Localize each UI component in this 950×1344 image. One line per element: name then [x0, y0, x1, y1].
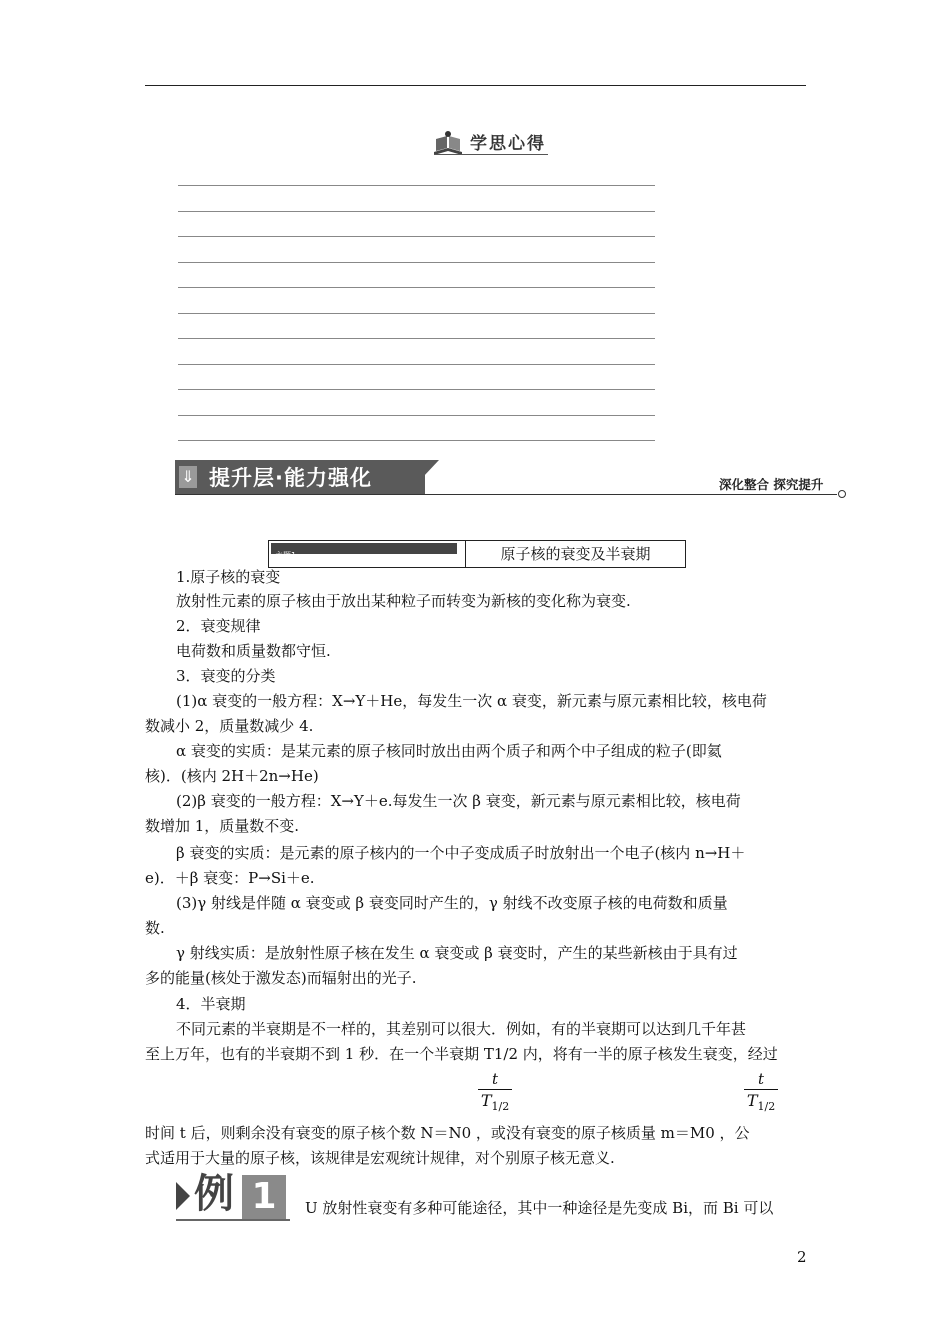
topic-title: 原子核的衰变及半衰期 [500, 545, 651, 563]
paragraph: β 衰变的实质：是元素的原子核内的一个中子变成质子时放射出一个电子(核内 n→H＋ [176, 844, 746, 862]
paragraph: 放射性元素的原子核由于放出某种粒子而转变为新核的变化称为衰变. [176, 592, 631, 610]
note-line[interactable] [178, 389, 655, 390]
paragraph: 至上万年，也有的半衰期不到 1 秒．在一个半衰期 T1/2 内，将有一半的原子核发生衰变，经过 [145, 1045, 778, 1063]
book-person-icon [432, 130, 464, 156]
note-line[interactable] [178, 185, 655, 186]
fraction-denominator: $T_{1/2}$ [480, 1091, 510, 1114]
example-word: 例 [194, 1171, 234, 1217]
fraction-numerator: t [491, 1070, 499, 1088]
paragraph: 电荷数和质量数都守恒. [176, 642, 331, 660]
down-arrow-icon: ⇓ [179, 466, 197, 488]
reflection-underline [434, 154, 548, 155]
note-line[interactable] [178, 236, 655, 237]
banner-dot-icon [838, 490, 846, 498]
paragraph: α 衰变的实质：是某元素的原子核同时放出由两个质子和两个中子组成的粒子(即氦 [176, 742, 722, 760]
page-number: 2 [797, 1248, 807, 1266]
fraction-exponent-n [478, 1070, 512, 1116]
note-line[interactable] [178, 415, 655, 416]
note-line[interactable] [178, 211, 655, 212]
paragraph: 数. [145, 919, 165, 937]
paragraph: 不同元素的半衰期是不一样的，其差别可以很大．例如，有的半衰期可以达到几千年甚 [176, 1020, 747, 1038]
note-line[interactable] [178, 440, 655, 441]
banner-rule [175, 494, 837, 495]
note-line[interactable] [178, 313, 655, 314]
banner-slant [407, 460, 439, 494]
play-arrow-icon [176, 1182, 190, 1210]
paragraph: 式适用于大量的原子核，该规律是宏观统计规律，对个别原子核无意义. [145, 1149, 615, 1167]
fraction-denominator: $T_{1/2}$ [746, 1091, 776, 1114]
example-number-box [242, 1175, 286, 1219]
note-line[interactable] [178, 338, 655, 339]
paragraph: (3)γ 射线是伴随 α 衰变或 β 衰变同时产生的，γ 射线不改变原子核的电荷数和质量 [176, 894, 728, 912]
note-lines [178, 185, 655, 466]
fraction-exponent-m [744, 1070, 778, 1116]
reflection-header [432, 128, 552, 158]
example-number: 1 [251, 1176, 277, 1217]
topic-label [271, 543, 457, 560]
paragraph: 多的能量(核处于激发态)而辐射出的光子. [145, 969, 417, 987]
section-banner [175, 460, 847, 498]
reflection-title: 学思心得 [470, 134, 546, 154]
fraction-numerator: t [757, 1070, 765, 1088]
heading-decay-rule: 2．衰变规律 [176, 617, 261, 635]
paragraph: (1)α 衰变的一般方程：X→Y＋He，每发生一次 α 衰变，新元素与原元素相比较，核电荷 [176, 692, 767, 710]
paragraph: e)．＋β 衰变：P→Si＋e. [145, 869, 315, 887]
example-underline [176, 1219, 290, 1221]
topic-box [268, 540, 686, 568]
fraction-bar [744, 1089, 778, 1090]
paragraph: γ 射线实质：是放射性原子核在发生 α 衰变或 β 衰变时，产生的某些新核由于具有过 [176, 944, 738, 962]
top-rule [145, 85, 806, 86]
topic-label-text: 主题1 [275, 551, 297, 560]
paragraph: 数减小 2，质量数减少 4. [145, 717, 314, 735]
note-line[interactable] [178, 364, 655, 365]
banner-subtitle: 深化整合 探究提升 [719, 477, 824, 492]
paragraph: 时间 t 后，则剩余没有衰变的原子核个数 N＝N0 ，或没有衰变的原子核质量 m＝M0 ，公 [145, 1124, 750, 1142]
paragraph: 数增加 1，质量数不变. [145, 817, 300, 835]
heading-decay-types: 3．衰变的分类 [176, 667, 276, 685]
note-line[interactable] [178, 287, 655, 288]
note-line[interactable] [178, 262, 655, 263]
banner-title: 提升层·能力强化 [209, 466, 372, 490]
example-badge [176, 1173, 290, 1219]
heading-decay: 1.原子核的衰变 [176, 568, 281, 586]
heading-half-life: 4．半衰期 [176, 995, 246, 1013]
fraction-bar [478, 1089, 512, 1090]
paragraph: 核)．(核内 2H＋2n→He) [145, 767, 319, 785]
paragraph: (2)β 衰变的一般方程：X→Y＋e.每发生一次 β 衰变，新元素与原元素相比较，核电荷 [176, 792, 741, 810]
example-text: U 放射性衰变有多种可能途径，其中一种途径是先变成 Bi，而 Bi 可以 [305, 1199, 774, 1217]
